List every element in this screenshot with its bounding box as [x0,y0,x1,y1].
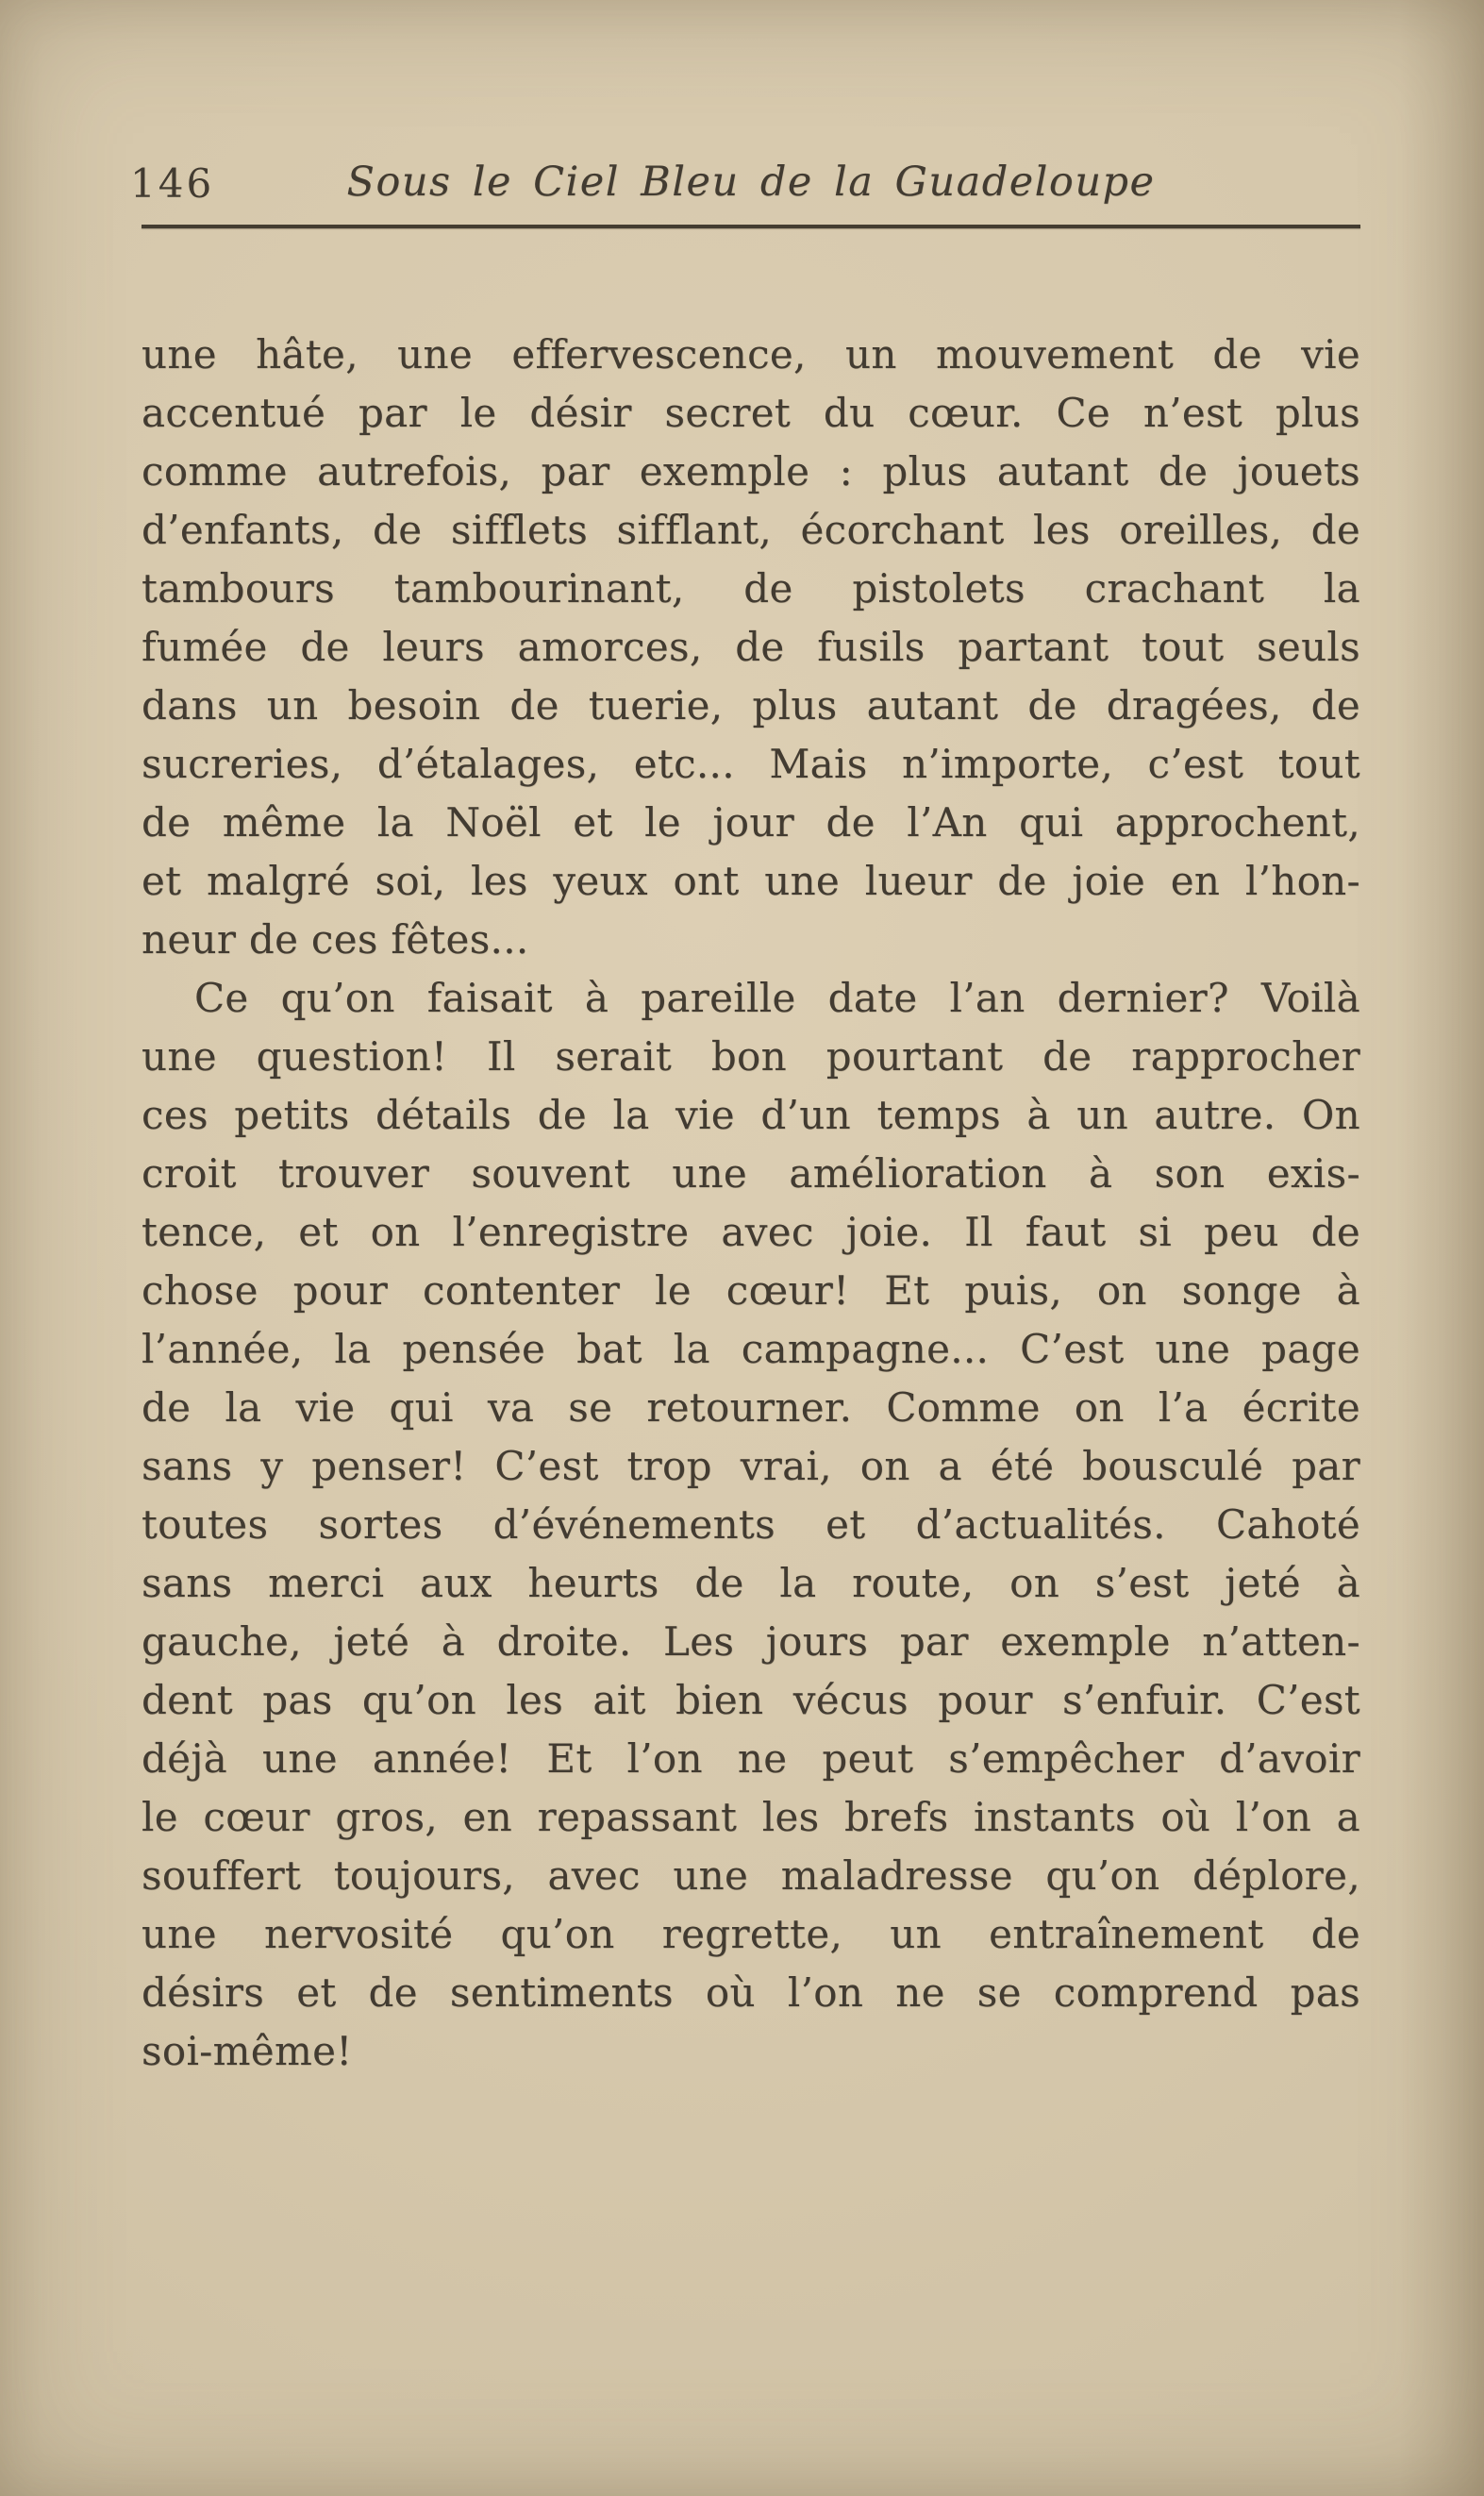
text-line: une question! Il serait bon pourtant de rapprocher [142,1033,1360,1080]
text-line: tambours tambourinant, de pistolets crachant la [142,565,1360,611]
text-line: dans un besoin de tuerie, plus autant de dragées, de [142,682,1360,729]
text-line: gauche, jeté à droite. Les jours par exemple n’atten- [142,1618,1360,1665]
page-number: 146 [130,160,215,207]
text-line: le cœur gros, en repassant les brefs instants où l’on a [142,1794,1360,1840]
text-line: une hâte, une effervescence, un mouvement de vie [142,331,1360,377]
page-content [130,159,1360,2081]
text-line: et malgré soi, les yeux ont une lueur de joie en l’hon- [142,858,1360,904]
text-line: dent pas qu’on les ait bien vécus pour s’enfuir. C’est [142,1677,1360,1723]
paragraph [142,326,1360,969]
text-line: soi-même! [142,2028,353,2074]
text-line: chose pour contenter le cœur! Et puis, on songe à [142,1267,1360,1314]
text-line: de la vie qui va se retourner. Comme on l’a écrite [142,1384,1360,1431]
text-line: sucreries, d’étalages, etc... Mais n’importe, c’est tout [142,741,1360,787]
text-line: l’année, la pensée bat la campagne... C’est une page [142,1326,1360,1372]
text-line: Ce qu’on faisait à pareille date l’an dernier? Voilà [194,975,1360,1021]
text-line: sans y penser! C’est trop vrai, on a été bousculé par [142,1443,1360,1489]
text-line: ces petits détails de la vie d’un temps à un autre. On [142,1092,1360,1138]
text-line: neur de ces fêtes... [142,916,529,963]
text-line: souffert toujours, avec une maladresse qu’on déplore, [142,1852,1360,1899]
text-line: croit trouver souvent une amélioration à son exis- [142,1150,1360,1197]
header-rule [142,225,1360,228]
text-line: accentué par le désir secret du cœur. Ce n’est plus [142,390,1360,436]
text-line: sans merci aux heurts de la route, on s’est jeté à [142,1560,1360,1606]
text-line: tence, et on l’enregistre avec joie. Il faut si peu de [142,1209,1360,1255]
running-title: Sous le Ciel Bleu de la Guadeloupe [346,159,1156,206]
text-line: d’enfants, de sifflets sifflant, écorchant les oreilles, de [142,507,1360,553]
text-line: comme autrefois, par exemple : plus autant de jouets [142,448,1360,494]
page-header [130,159,1360,209]
text-line: toutes sortes d’événements et d’actualités. Cahoté [142,1501,1360,1548]
text-line: de même la Noël et le jour de l’An qui approchent, [142,799,1360,846]
paragraph [142,969,1360,2081]
text-line: désirs et de sentiments où l’on ne se comprend pas [142,1969,1360,2016]
text-line: déjà une année! Et l’on ne peut s’empêcher d’avoir [142,1735,1360,1782]
page-body [142,326,1360,2081]
paper-edge-shading [1399,0,1484,2496]
text-line: fumée de leurs amorces, de fusils partant tout seuls [142,624,1360,670]
text-line: une nervosité qu’on regrette, un entraînement de [142,1911,1360,1957]
